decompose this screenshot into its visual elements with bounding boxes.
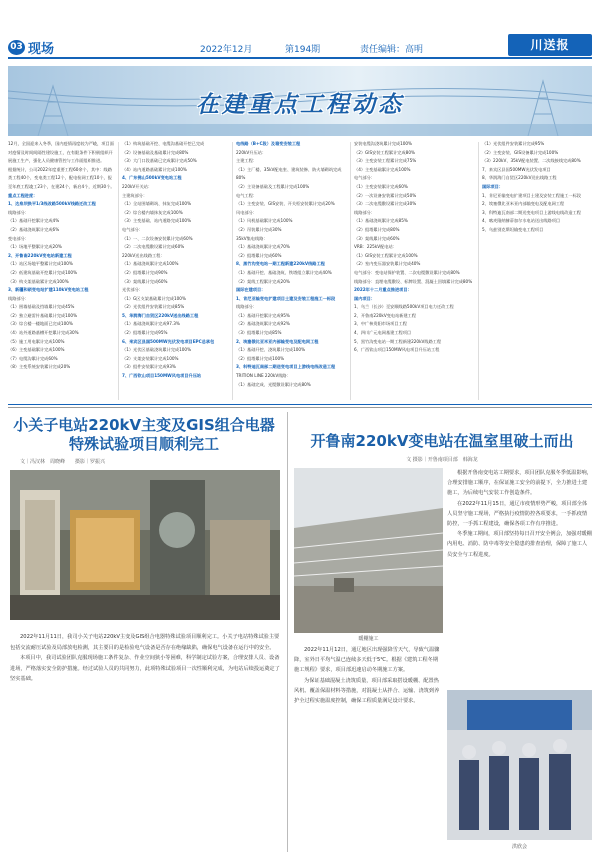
column-line: （2）主变安装、GIS设备累计完成100%	[482, 149, 559, 155]
column-line: TRITION LINE 220kV线路：	[236, 373, 291, 379]
article2-photo-greenhouse	[294, 468, 443, 633]
column-line: （4）主变基础累计完成100%	[354, 166, 411, 172]
column-line: 7、来宾区县国500MW光伏发电项目	[482, 166, 551, 172]
column-line: 光伏部分：	[122, 287, 143, 293]
column-line: （3）架线累计完成60%	[354, 235, 400, 241]
column-heading: 国际在建项目：	[236, 287, 266, 293]
article2-paragraph: 为保证基础混凝土浇筑质量，项目部采取搭设暖棚、配置热风机、覆盖保温材料等措施，对混凝土从拌合、运输、浇筑到养护全过程实施温度控制，确保工程质量满足设计要求。	[294, 677, 440, 705]
article2-body-left	[294, 645, 443, 706]
test-site-photo	[10, 470, 280, 620]
column-line: （2）基础浇筑累计完成92%	[236, 321, 290, 327]
article1-byline: 文｜冯汉林 周晓峰 摄影｜罗振兴	[20, 459, 106, 465]
column-line: （1）GIS安装工程累计完成100%	[354, 252, 418, 258]
column-line: （1）基础完成、光缆敷设累计完成80%	[236, 381, 311, 387]
column-heading: 国内项目：	[354, 295, 375, 301]
column-line: （1）构筑基础开挖、电缆沟基础开挖已完成	[122, 141, 205, 146]
page-number: 03	[8, 40, 25, 55]
column-line: （7）电缆沟累计完成60%	[8, 355, 58, 361]
column-line: （2）支架安装累计完成100%	[122, 355, 179, 361]
column-line: 3、科特迪瓦南部二期送变电项目上游线电线改造工程	[482, 209, 581, 215]
column-line: （1）G区支架基础累计完成100%	[122, 295, 186, 301]
column-line: 5、黑竹沟变电站一期工程新建220kV线路工程	[354, 338, 442, 344]
column-line: 6、广西钦山项目150MW风电项目升压站工程	[354, 347, 440, 353]
column-separator	[232, 142, 233, 400]
column-line: （6）主变基础累计完成100%	[8, 347, 65, 353]
column-heading: 4、广东佛山500kV变电站工程	[122, 175, 182, 181]
column-line: （3）二次电缆敷设累计完成30%	[354, 201, 417, 207]
article1-photo	[10, 470, 280, 620]
column-line: 8、华润海门自贸区220kV送出线路工程	[482, 175, 557, 181]
column-line: （1）主变安装、GIS安装、开关柜安装累计完成20%	[236, 201, 335, 207]
column-line: （2）综合楼内墙抹灰完成100%	[122, 209, 183, 215]
article2-paragraph: 2022年11月12日，通辽地区出现强降雪天气，导致气温骤降，室外日平均气温已连续多天低于5℃。根据《建筑工程冬期施工规程》要求，项目部迅速启动冬期施工方案。	[294, 647, 440, 674]
column-line: （4）站外道路基槽开挖累计完成30%	[8, 330, 79, 336]
column-line: （1）风机基础累计完成100%	[236, 218, 293, 224]
issue-date: 2022年12月	[200, 45, 253, 55]
news-column-1	[8, 140, 116, 402]
column-separator	[118, 142, 119, 400]
column-line: 安装电缆沟浇筑累计完成100%	[354, 141, 413, 146]
column-heading: 1、达泉坝换平1/3线改路500kV线路迁改工程	[8, 201, 96, 207]
editor: 责任编辑：高明	[360, 45, 424, 55]
column-heading: 重点工程进度：	[8, 192, 38, 198]
column-line: 220kV开关站：	[122, 183, 153, 189]
column-line: （4）站内道路基础累计完成100%	[122, 166, 187, 172]
column-line: （2）一次设备安装累计完成50%	[354, 192, 417, 198]
column-line: （2）组塔累计完成80%	[354, 226, 400, 232]
column-heading: 7、广西钦山项目150MW风电项目升压站	[122, 373, 202, 379]
news-column-4	[354, 140, 476, 402]
column-line: （1）主变安装累计完成60%	[354, 183, 408, 189]
article2-paragraph: 冬季施工期间，项目部坚持每日召开安全例会，加强对暖棚内用电、消防、防中毒等安全隐患的排查治理，保障了施工人员安全与工程进度。	[447, 531, 592, 558]
greenhouse-photo	[294, 468, 443, 633]
column-line: （3）构支架基础累计完成100%	[8, 278, 69, 284]
column-line: （2）二次电缆敷设累计完成60%	[122, 244, 185, 250]
article1-paragraph: 本项目中，我司试验团队克服现场施工条件复杂、作业空间狭小等困难，科学制定试验方案，合理安排人员、设备进场，严格落实安全防护措施。经过试验人员的共同努力，此项特殊试验项目一次性顺利完成，为电站后续投运奠定了坚实基础。	[10, 655, 280, 683]
column-line: （3）主变基础、站内道路完成100%	[122, 218, 192, 224]
column-line: 电气部分：变电站保护装置、二次电缆敷设累计完成80%	[354, 269, 460, 275]
column-line: （2）室内变压器安装累计完成40%	[354, 261, 421, 267]
article2-paragraph: 根据开鲁南变电站工期要求，项目团队克服冬季低温影响，合理安排施工顺序，在保证施工安全的前提下，全力推进土建施工，为后续电气安装工作创造条件。	[447, 470, 592, 497]
column-line: （2）光伏组件安装累计完成85%	[122, 304, 185, 310]
column-line: （8）主变系统安装累计完成20%	[8, 364, 71, 370]
column-line: （3）组塔累计完成85%	[236, 330, 282, 336]
column-heading: 3、新疆和硕变电站扩建110kV变电站工程	[8, 287, 89, 293]
column-line: （2）低建筑基础开挖累计完成100%	[8, 269, 78, 275]
column-line: （3）主变安装工程累计完成75%	[354, 158, 417, 164]
column-heading: 5、华润海门自贸区220kV送出线路工程	[122, 312, 199, 318]
column-line: （1）光伏组件安装累计完成95%	[482, 141, 545, 146]
column-line: 5、乌兹别克斯坦输变电工程项目	[482, 226, 544, 232]
column-line: （2）组塔累计完成60%	[236, 252, 282, 258]
column-heading: 6、来宾区县国500MW光伏发电项目EPC总承包	[122, 338, 215, 344]
column-line: 4、四川广元电网基建工程项目	[354, 330, 412, 336]
column-line: （1）基础开挖、浇筑累计完成100%	[236, 347, 306, 353]
section-divider	[8, 404, 592, 405]
column-line: （2）组塔累计完成90%	[122, 269, 168, 275]
column-line: 线路部分：	[8, 209, 29, 215]
column-line: （2）基础浇筑累计完成6%	[8, 226, 60, 232]
article2-byline: 文 摄影｜开鲁南项目部 韩海龙	[406, 457, 478, 463]
photo-caption: 暖棚施工	[358, 636, 379, 642]
column-line: 主建工程：	[236, 158, 257, 164]
article1-paragraph: 2022年11月11日，我司小关子电站220kV主变及GIS组合电器特殊试验项目顺利完工。小关子电站特殊试验主要包括交流耐压试验及局部放电检测，其主要目的是检验电气设备是否存在绝缘缺陷，确保电气设备在运行中的安全。	[10, 634, 280, 651]
column-heading: 2、开鲁南220kV变电站新建工程	[8, 252, 72, 258]
column-line: （1）基础浇筑累计完成85%	[354, 218, 408, 224]
column-line: （1）基础开挖累计完成4%	[8, 218, 60, 224]
issue-number: 第194期	[285, 45, 321, 55]
column-line: 线路部分：	[8, 295, 29, 301]
column-line: 风电部分：	[236, 209, 257, 215]
column-line: （2）设备基础及基础累计完成80%	[122, 149, 189, 155]
column-heading: 3、科特迪瓦南部二期送变电项目上游线电线改造工程	[236, 364, 336, 370]
header-rule	[8, 57, 592, 59]
column-line: 35kV集电线路：	[236, 235, 268, 241]
column-line: 线路部分：	[354, 209, 375, 215]
column-line: （1）光伏区基础浇筑累计完成100%	[122, 347, 192, 353]
column-line: （1）基础浇筑累计完成70%	[236, 244, 290, 250]
column-line: （2）组塔累计完成100%	[236, 355, 285, 361]
column-line: （1）全站围墙砌筑、抹灰完成100%	[122, 201, 192, 207]
column-line: （2）吊装累计完成30%	[236, 226, 282, 232]
article2-photo-team	[447, 690, 592, 840]
banner-title: 在建重点工程动态	[196, 92, 404, 118]
news-column-3	[236, 140, 348, 402]
column-line: （3）220kV、35kV配电装置、二次线接线完成80%	[482, 158, 581, 164]
column-line: 3、中广核贵阳市场项目工程	[354, 321, 407, 327]
column-line: 电气部分：	[354, 175, 375, 181]
news-column-5	[482, 140, 592, 402]
column-line: 线路部分：直埋电缆敷设、标牌设置、混凝土回填累计完成80%	[354, 278, 473, 284]
column-line: 变电部分：	[8, 235, 29, 241]
column-line: （3）大门口段基础已完成累计完成50%	[122, 158, 197, 164]
column-heading: 国际项目：	[482, 183, 503, 189]
column-line: （1）基础浇筑累计完成100%	[122, 261, 179, 267]
team-photo	[447, 690, 592, 840]
column-line: 220kV送出线路工程：	[122, 252, 165, 258]
column-separator	[478, 142, 479, 400]
column-line: 4、喀麦隆纳赫蒂加尔水电站送出线路项目	[482, 218, 561, 224]
column-line: （1）场地平整累计完成20%	[8, 244, 62, 250]
column-line: 线路部分：	[236, 304, 257, 310]
newspaper-logo: 川送报	[508, 34, 592, 56]
column-line: （3）组件安装累计完成93%	[122, 364, 176, 370]
section-title: 现场	[28, 42, 55, 57]
column-heading: 2022年十二月重点推进项目：	[354, 287, 412, 293]
column-heading: 1、肯尼亚输变电扩建项目土建及安装工程施工一标段	[236, 295, 336, 301]
news-column-2	[122, 140, 230, 402]
article2-body-right	[447, 468, 592, 560]
column-line: 2、埃塞俄比亚米亚内部输变电及配电网工程	[482, 201, 565, 207]
column-line: 2、开鲁南220kV变电站新建工程	[354, 312, 417, 318]
column-line: （1）主厂楼、35kV配电室、建筑装修、防火墙砌筑完成80%	[236, 166, 342, 181]
column-line: 电气工程：	[236, 192, 257, 198]
column-line: 12月，全国迎来入冬季，国内疫情再度较为严峻，项目面对疫情及时间间隔性建设施工，在有限条件下积极组织开展施工生产，强化人员健康管控与工作面组织推进。	[8, 141, 114, 164]
column-line: （2）架线工程累计完成20%	[236, 278, 290, 284]
column-line: （1）围墙基础及挡墙累计完成45%	[8, 304, 75, 310]
article2-paragraph: 在2022年11月15日，通辽市疫情形势严峻，项目部全体人员坚守施工现场，严格执行疫情防控各项要求，一手抓疫情防控，一手抓工程建设，确保各项工作有序推进。	[447, 500, 588, 528]
article1-body	[10, 632, 280, 685]
article2-title: 开鲁南220kV变电站在温室里破土而出	[310, 432, 574, 450]
column-line: 1、肯尼亚输变电扩建项目土建及安装工程施工一标段	[482, 192, 581, 198]
column-heading: 电线路（B+C段）及箱变安装工程	[236, 141, 301, 146]
column-line: （1）基础开挖累计完成95%	[236, 312, 290, 318]
column-line: （1）站区场地平整累计完成100%	[8, 261, 73, 267]
column-line: （2）GIS安装工程累计完成80%	[354, 149, 415, 155]
column-line: 电气部分：	[122, 226, 143, 232]
column-line: 220kV升压站：	[236, 149, 267, 155]
photo-caption: 洪欣会	[511, 844, 527, 850]
column-line: （2）独立避雷针基础累计完成100%	[8, 312, 78, 318]
column-line: VRB：225kV配电站：	[354, 244, 397, 250]
column-line: （2）主设备基础及工程累计完成100%	[236, 183, 310, 189]
column-line: （1）一、二次设备安装累计完成60%	[122, 235, 193, 241]
column-line: （3）架线累计完成60%	[122, 278, 168, 284]
column-line: 主建筑部分：	[122, 192, 148, 198]
column-line: 根据统计，公司2022年度重要工程60余个，其中：线路类工程40个，变电类工程12个，配电检网工程10个，报至年底工程竣工23个，在建24个，新启4个，近期30个。	[8, 166, 115, 189]
column-line: （2）组塔累计完成95%	[122, 330, 168, 336]
feature-banner	[8, 66, 592, 136]
page-header	[0, 0, 600, 62]
column-line: （3）综合楼一楼地面已完成100%	[8, 321, 73, 327]
article1-title: 小关子电站220kV主变及GIS组合电器特殊试验项目顺利完工	[13, 416, 275, 453]
column-heading: 2、埃塞俄比亚米亚内部输变电及配电网工程	[236, 338, 319, 344]
column-line: （1）基础开挖、基础浇筑、铁塔组立累计完成40%	[236, 269, 332, 275]
column-separator	[350, 142, 351, 400]
column-line: （5）施工用电累计完成100%	[8, 338, 65, 344]
column-line: （1）基础浇筑累计完成97.3%	[122, 321, 180, 327]
column-heading: 8、黑竹沟变电站一期工程新建220kV线路工程	[236, 261, 325, 267]
section-divider	[8, 407, 592, 408]
column-line: 1、乌兰（长沙）至安顺线路500kV项目电力迁改工程	[354, 304, 454, 310]
article-separator	[287, 412, 288, 852]
